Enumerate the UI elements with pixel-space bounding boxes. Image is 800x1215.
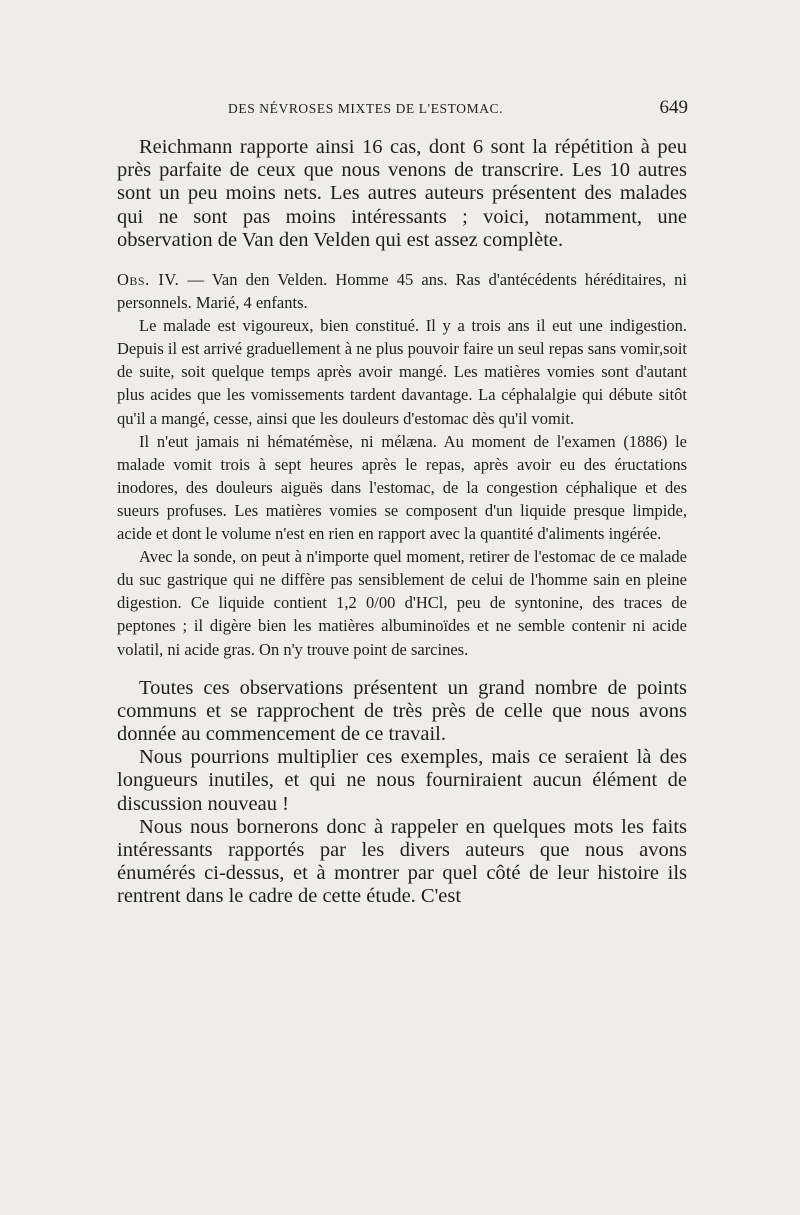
observation-paragraph-2: Il n'eut jamais ni hématémèse, ni mélæna. Au moment de l'examen (1886) le malade vomit trois à sept heures après le repas, après avoir eu des éructations inodores, des douleurs aiguës dans l'estomac, de la congestion céphalique et des sueurs profuses. Les matières vomies se composent d'un liquide presque limpide, acide et dont le volume n'est en rien en rapport avec la quantité d'aliments ingérée. (117, 431, 687, 544)
observation-heading (117, 268, 687, 314)
paragraph-observations: Toutes ces observations présentent un grand nombre de points communs et se rapprochent de très près de celle que nous avons donnée au commencement de ce travail. (117, 676, 687, 746)
observation-paragraph-1: Le malade est vigoureux, bien constitué. Il y a trois ans il eut une indigestion. Depuis il est arrivé graduellement à ne plus pouvoir faire un seul repas sans vomir,soit de suite, soit quelque temps après avoir mangé. Les matières vomies sont d'autant plus acides que les vomissements tardent davantage. La céphalalgie qui débute sitôt qu'il a mangé, cesse, ainsi que les douleurs d'estomac dès qu'il vomit. (117, 316, 687, 428)
observation-paragraph-3: Avec la sonde, on peut à n'importe quel moment, retirer de l'estomac de ce malade du suc gastrique qui ne diffère pas sensiblement de celui de l'homme sain en pleine digestion. Ce liquide contient 1,2 0/00 d'HCl, peu de syntonine, des traces de peptones ; il digère bien les matières albuminoïdes et ne semble contenir ni acide volatil, ni acide gras. On n'y trouve point de sarcines. (117, 547, 687, 659)
main-text (117, 136, 687, 909)
observation-summary: — Van den Velden. Homme 45 ans. Ras d'antécédents héréditaires, ni personnels. Marié, 4 enfants. (117, 270, 687, 313)
observation-label: Obs. IV. (117, 270, 180, 290)
paragraph-conclusion: Nous nous bornerons donc à rappeler en quelques mots les faits intéressants rapportés par les divers auteurs que nous avons énumérés ci-dessus, et à montrer par quel côté de leur histoire ils rentrent dans le cadre de cette étude. C'est (117, 815, 687, 908)
page-number: 649 (659, 97, 688, 118)
running-title: DES NÉVROSES MIXTES DE L'ESTOMAC. (228, 101, 504, 116)
running-head (118, 97, 688, 121)
paragraph-reichmann: Reichmann rapporte ainsi 16 cas, dont 6 sont la répétition à peu près parfaite de ceux que nous venons de transcrire. Les 10 autres sont un peu moins nets. Les autres auteurs présentent des malades qui ne sont pas moins intéressants ; voici, notamment, une observation de Van den Velden qui est assez complète. (117, 136, 687, 251)
paragraph-examples: Nous pourrions multiplier ces exemples, mais ce seraient là des longueurs inutiles, et qui ne nous fourniraient aucun élément de discussion nouveau ! (117, 746, 687, 815)
